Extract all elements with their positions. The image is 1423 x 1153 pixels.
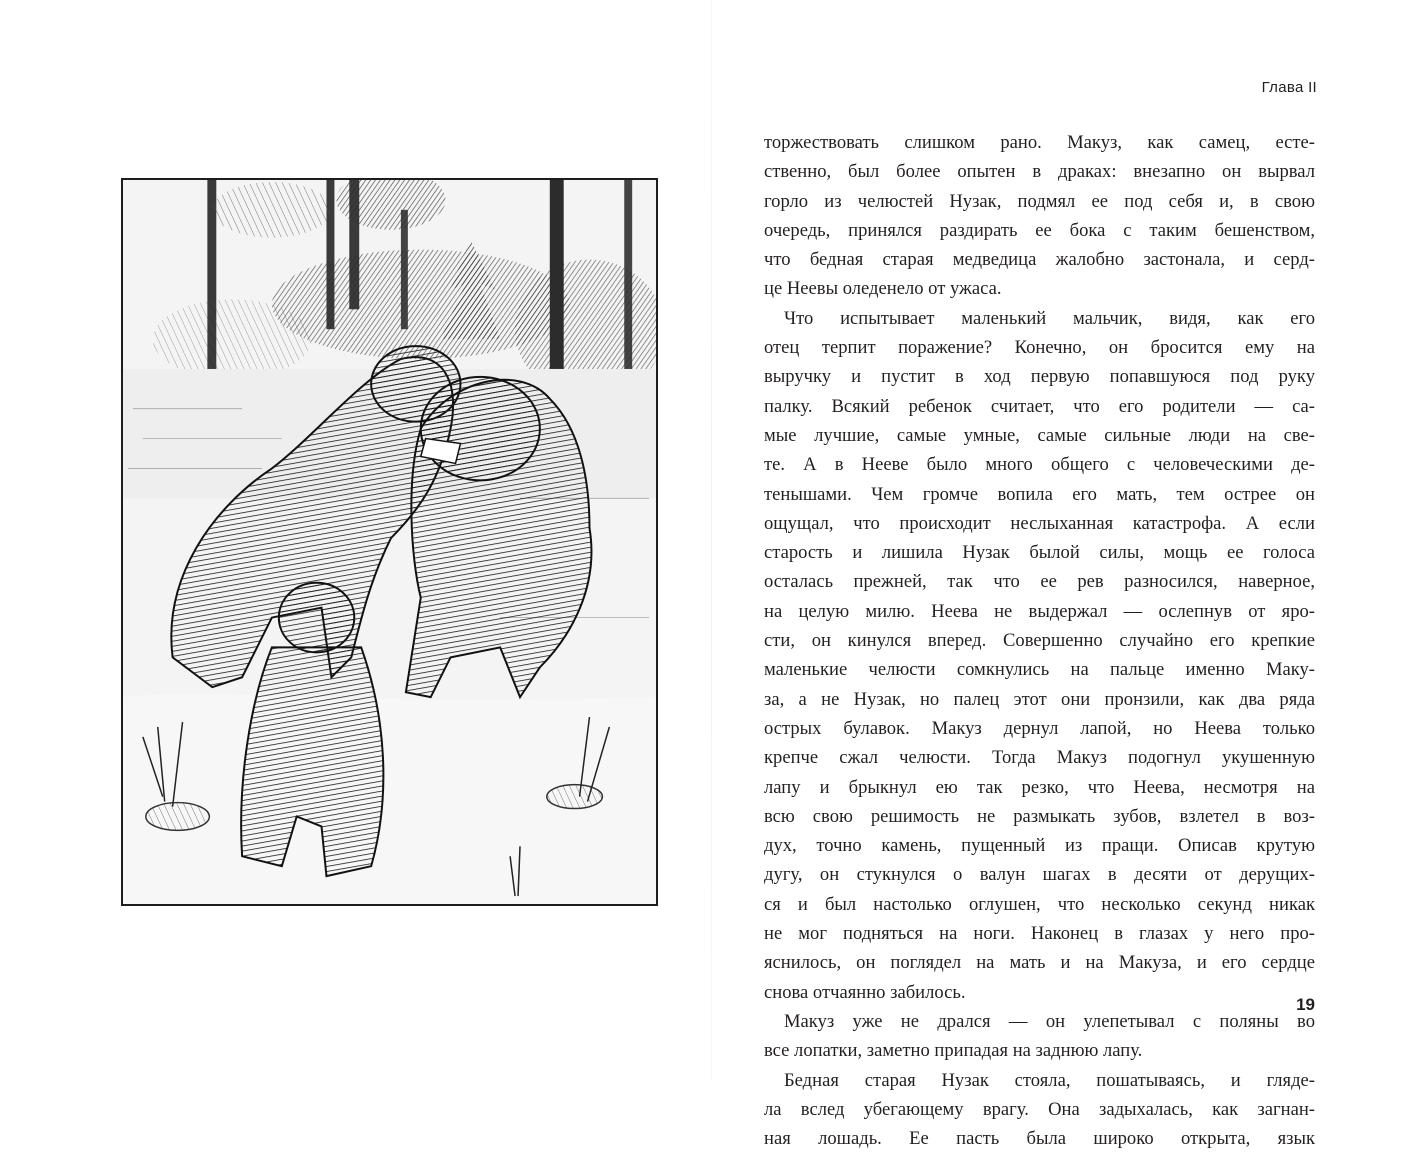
text-line: на целую милю. Неева не выдержал — ослепнув от яро-	[764, 600, 1315, 622]
bear-fight-illustration	[121, 178, 658, 906]
text-line: Макуз уже не дрался — он улепетывал с поляны во	[784, 1010, 1315, 1032]
text-line: те. А в Нееве было много общего с человеческими де-	[764, 454, 1315, 476]
text-line: сти, он кинулся вперед. Совершенно случайно его крепкие	[764, 630, 1315, 652]
text-line: палку. Всякий ребенок считает, что его родители — са-	[764, 395, 1315, 417]
page-number: 19	[1296, 995, 1315, 1014]
text-line: не мог подняться на ноги. Наконец в глазах у него про-	[764, 923, 1315, 945]
text-line: лапу и брыкнул ею так резко, что Неева, несмотря на	[764, 776, 1315, 798]
text-line: что бедная старая медведица жалобно застонала, и серд-	[764, 249, 1315, 271]
text-line: торжествовать слишком рано. Макуз, как самец, есте-	[764, 132, 1315, 153]
text-line: острых булавок. Макуз дернул лапой, но Неева только	[764, 717, 1315, 739]
text-line: ственно, был более опытен в драках: внезапно он вырвал	[764, 161, 1315, 183]
text-line: ощущал, что происходит неслыханная катастрофа. А если	[764, 512, 1315, 534]
text-line: ла вслед убегающему врагу. Она задыхалась, как загнан-	[764, 1098, 1315, 1120]
gutter	[711, 0, 712, 1080]
text-line: снова отчаянно забилось.	[764, 981, 966, 1003]
text-line: Бедная старая Нузак стояла, пошатываясь, и гляде-	[784, 1069, 1315, 1091]
body-text	[764, 128, 1315, 1153]
text-line: тенышами. Чем громче вопила его мать, тем острее он	[764, 483, 1315, 505]
text-line: ся и был настолько оглушен, что несколько секунд никак	[764, 893, 1315, 915]
running-head: Глава II	[1261, 79, 1317, 96]
text-line: осталась прежней, так что ее рев разносился, наверное,	[764, 571, 1315, 593]
text-line: дух, точно камень, пущенный из пращи. Описав крутую	[764, 835, 1315, 857]
text-line: ная лошадь. Ее пасть была широко открыта, язык	[764, 1128, 1315, 1150]
text-line: старость и лишила Нузак былой силы, мощь ее голоса	[764, 542, 1315, 564]
text-line: за, а не Нузак, но палец этот они пронзили, как два ряда	[764, 688, 1315, 710]
text-line: всю свою решимость не размыкать зубов, взлетел в воз-	[764, 805, 1315, 827]
text-line: горло из челюстей Нузак, подмял ее под себя и, в свою	[764, 190, 1315, 212]
text-line: мые лучшие, самые умные, самые сильные люди на све-	[764, 424, 1315, 446]
text-line: Что испытывает маленький мальчик, видя, как его	[784, 307, 1315, 329]
text-line: очередь, принялся раздирать ее бока с таким бешенством,	[764, 219, 1315, 241]
text-line: отец терпит поражение? Конечно, он бросится ему на	[764, 337, 1315, 359]
text-line: це Неевы оледенело от ужаса.	[764, 278, 1002, 300]
text-line: крепче сжал челюсти. Тогда Макуз подогнул укушенную	[764, 747, 1315, 769]
text-line: яснилось, он поглядел на мать и на Макуза, и его сердце	[764, 952, 1315, 974]
text-line: дугу, он стукнулся о валун шагах в десяти от дерущих-	[764, 864, 1315, 886]
text-line: все лопатки, заметно припадая на заднюю лапу.	[764, 1040, 1143, 1062]
illustration-drawing	[123, 180, 656, 904]
text-line: маленькие челюсти сомкнулись на пальце именно Маку-	[764, 659, 1315, 681]
text-line: выручку и пустит в ход первую попавшуюся под руку	[764, 366, 1315, 388]
